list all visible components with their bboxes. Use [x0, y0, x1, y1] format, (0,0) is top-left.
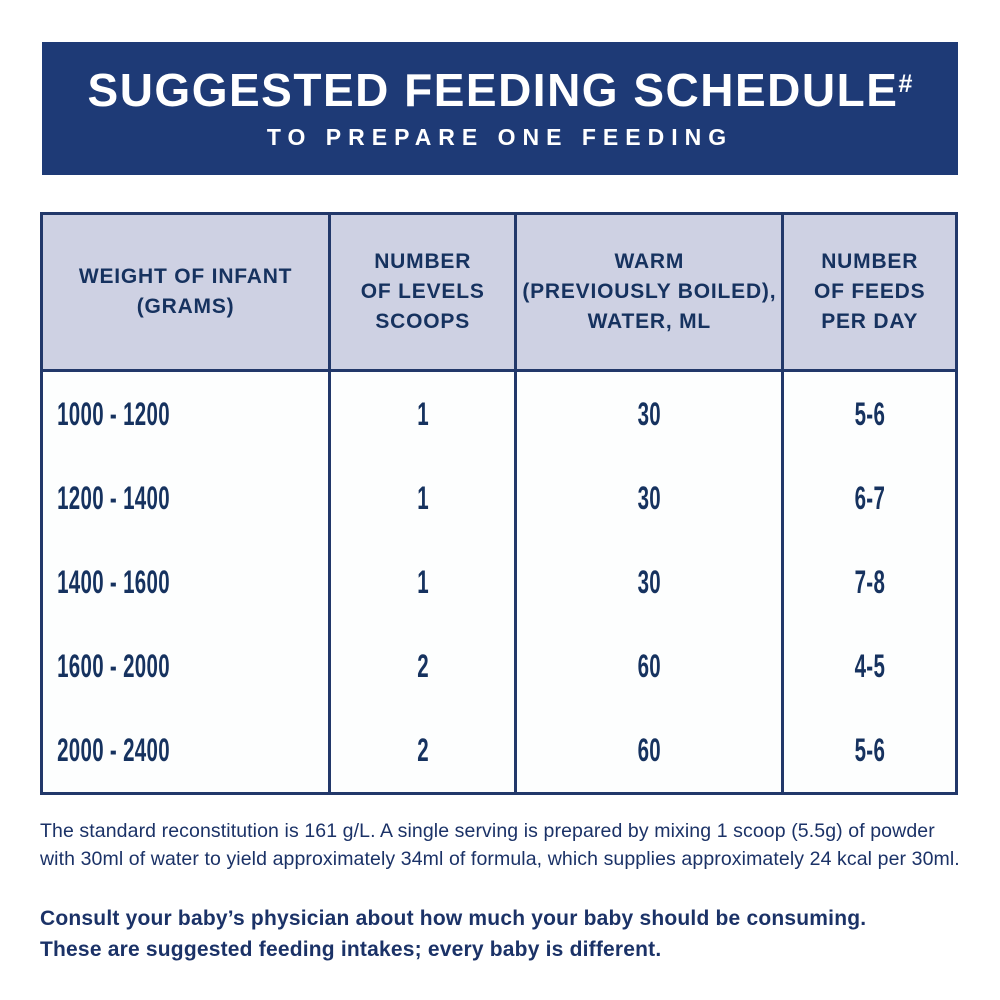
header-line: WEIGHT OF INFANT: [78, 265, 293, 288]
banner-title-text: SUGGESTED FEEDING SCHEDULE: [87, 64, 899, 117]
header-warm-water-ml: [517, 215, 784, 369]
feeds-per-day-value: 4-5: [854, 647, 885, 684]
feeding-schedule-table: [40, 212, 958, 795]
feeds-per-day-value: 7-8: [854, 563, 885, 600]
cell-water-ml: [517, 624, 784, 708]
cell-feeds-per-day: [784, 540, 955, 624]
cell-feeds-per-day: [784, 372, 955, 456]
table-row: [43, 456, 955, 540]
feeds-per-day-value: 6-7: [854, 479, 885, 516]
scoops-value: 1: [416, 395, 429, 432]
header-feeds-per-day: [784, 215, 955, 369]
table-row: [43, 372, 955, 456]
cell-weight: [43, 624, 331, 708]
feeds-per-day-value: 5-6: [854, 731, 885, 768]
cell-water-ml: [517, 456, 784, 540]
table-row: [43, 624, 955, 708]
weight-value: 1000 - 1200: [57, 395, 170, 432]
header-line: OF LEVELS: [360, 280, 485, 303]
header-line: NUMBER: [374, 250, 472, 273]
header-line: WARM: [614, 250, 685, 273]
water-ml-value: 30: [637, 563, 662, 600]
weight-value: 1600 - 2000: [57, 647, 170, 684]
cell-scoops: [331, 540, 517, 624]
cell-water-ml: [517, 540, 784, 624]
header-line: OF FEEDS: [813, 280, 926, 303]
water-ml-value: 30: [637, 479, 662, 516]
banner-subtitle: TO PREPARE ONE FEEDING: [266, 123, 734, 150]
cell-feeds-per-day: [784, 456, 955, 540]
cell-weight: [43, 540, 331, 624]
banner-title-superscript: #: [898, 70, 913, 99]
header-line: (PREVIOUSLY BOILED),: [522, 280, 777, 303]
table-header-row: [43, 215, 955, 372]
header-line: SCOOPS: [375, 310, 471, 333]
water-ml-value: 60: [637, 647, 662, 684]
cell-water-ml: [517, 708, 784, 792]
table-row: [43, 540, 955, 624]
weight-value: 2000 - 2400: [57, 731, 170, 768]
cell-scoops: [331, 708, 517, 792]
scoops-value: 1: [416, 563, 429, 600]
cell-weight: [43, 372, 331, 456]
banner-title: [87, 64, 913, 117]
header-weight-of-infant: [43, 215, 331, 369]
consult-note-line: These are suggested feeding intakes; every baby is different.: [40, 938, 662, 961]
cell-scoops: [331, 624, 517, 708]
cell-scoops: [331, 456, 517, 540]
cell-weight: [43, 456, 331, 540]
feeding-schedule-banner: [42, 42, 958, 175]
scoops-value: 2: [416, 647, 429, 684]
consult-note-line: Consult your baby’s physician about how much your baby should be consuming.: [40, 907, 867, 930]
cell-feeds-per-day: [784, 708, 955, 792]
consult-physician-note: [40, 903, 970, 965]
weight-value: 1200 - 1400: [57, 479, 170, 516]
cell-water-ml: [517, 372, 784, 456]
cell-scoops: [331, 372, 517, 456]
weight-value: 1400 - 1600: [57, 563, 170, 600]
cell-weight: [43, 708, 331, 792]
header-line: NUMBER: [821, 250, 919, 273]
water-ml-value: 60: [637, 731, 662, 768]
feeds-per-day-value: 5-6: [854, 395, 885, 432]
table-row: [43, 708, 955, 792]
scoops-value: 2: [416, 731, 429, 768]
cell-feeds-per-day: [784, 624, 955, 708]
scoops-value: 1: [416, 479, 429, 516]
water-ml-value: 30: [637, 395, 662, 432]
header-line: (GRAMS): [136, 295, 235, 318]
header-number-of-scoops: [331, 215, 517, 369]
reconstitution-note: The standard reconstitution is 161 g/L. A single serving is prepared by mixing 1 scoop (5.5g) of powder with 30ml of water to yield approximately 34ml of formula, which supplies approximately 24 kcal per 30ml.: [40, 820, 960, 870]
header-line: PER DAY: [821, 310, 919, 333]
header-line: WATER, ML: [587, 310, 712, 333]
